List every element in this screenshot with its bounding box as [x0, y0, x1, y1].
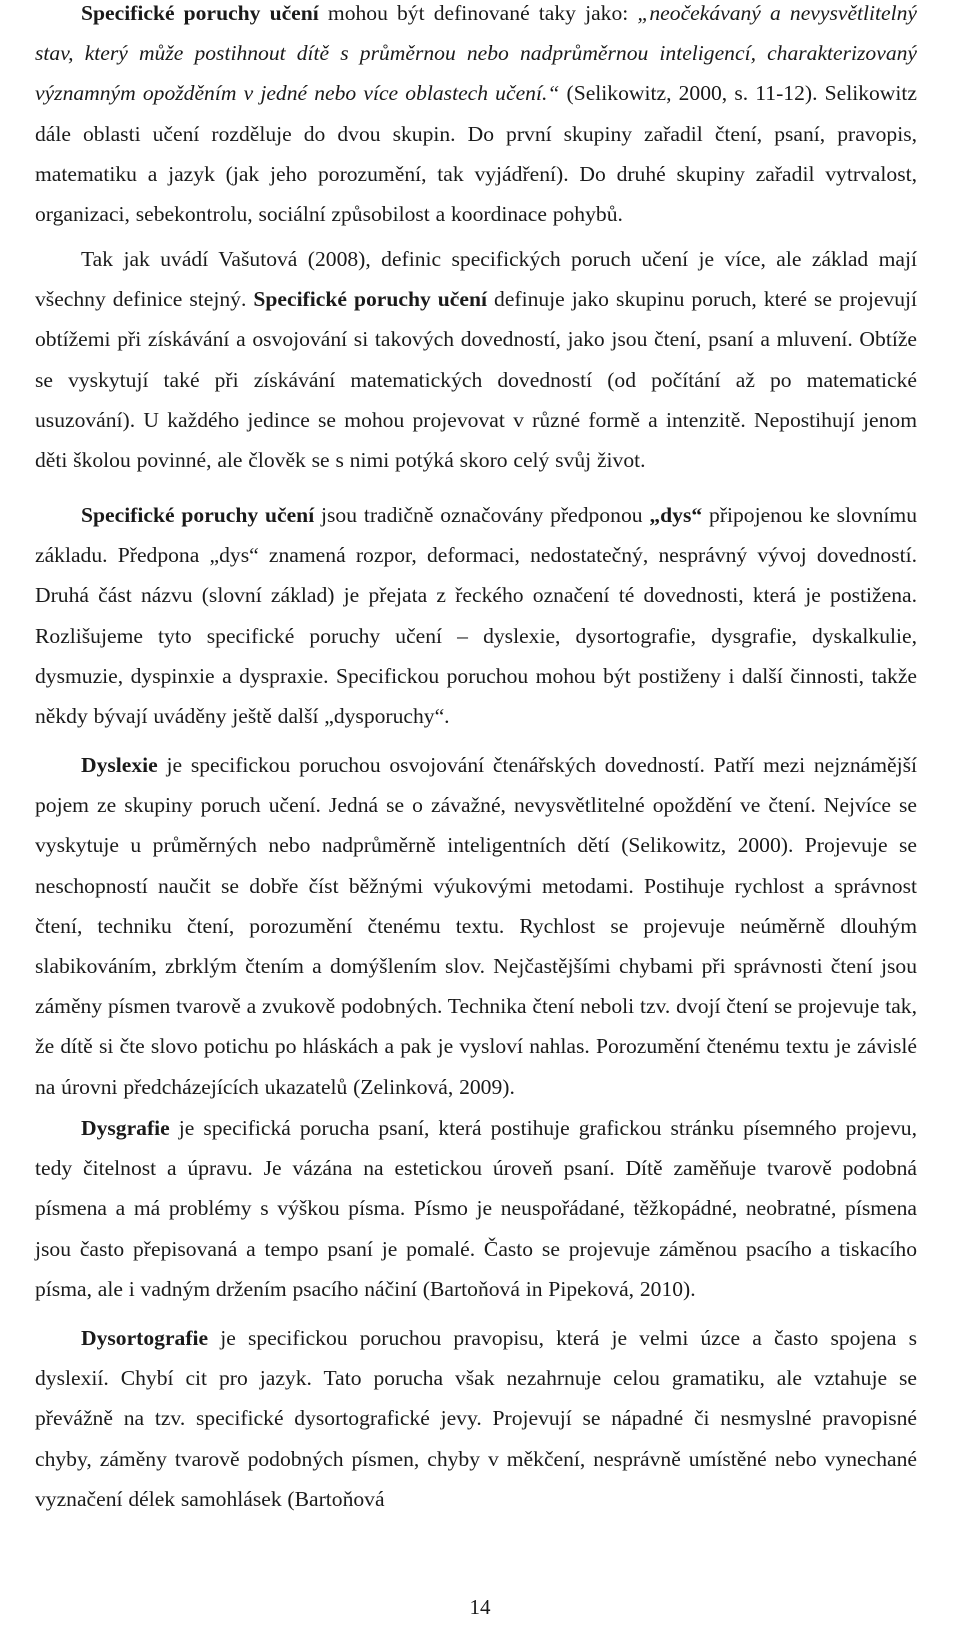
paragraph-text: je specifickou poruchou pravopisu, která je velmi úzce a často spojena s dyslexií. Chybí cit pro jazyk. Tato porucha však nezahrnuje celou gramatiku, ale vztahuje se převážně na tzv. specifické dysortografické jevy. Projevují se nápadné či nesmyslné pravopisné chyby, záměny tvarově podobných písmen, chyby v měkčení, nesprávně umístěné nebo vynechané vyznačení délek samohlásek (Bartoňová	[35, 1326, 917, 1511]
bold-term: Dysgrafie	[81, 1116, 170, 1140]
bold-term: Specifické poruchy učení	[81, 503, 315, 527]
page-number: 14	[469, 1595, 491, 1619]
bold-term: Dysortografie	[81, 1326, 209, 1350]
paragraph-text: definuje jako skupinu poruch, které se projevují obtížemi při získávání a osvojování si takových dovedností, jako jsou čtení, psaní a mluvení. Obtíže se vyskytují také při získávání matematických dovedností (od počítání až po matematické usuzování). U každého jedince se mohou projevovat v různé formě a intenzitě. Nepostihují jenom děti školou povinné, ale člověk se s nimi potýká skoro celý svůj život.	[35, 287, 917, 473]
paragraph-definition	[35, 0, 917, 234]
paragraph-dysgrafie	[35, 1108, 917, 1309]
paragraph-text: (Selikowitz, 2000, s. 11-12). Selikowitz dále oblasti učení rozděluje do dvou skupin. Do první skupiny zařadil čtení, psaní, pravopis, matematiku a jazyk (jak jeho porozumění, tak vyjádření). Do druhé skupiny zařadil vytrvalost, organizaci, sebekontrolu, sociální způsobilost a koordinace pohybů.	[35, 81, 917, 227]
paragraph-text: je specifická porucha psaní, která postihuje grafickou stránku písemného projevu, tedy čitelnost a úpravu. Je vázána na estetickou úroveň psaní. Dítě zaměňuje tvarově podobná písmena a má problémy s výškou písma. Písmo je neuspořádané, těžkopádné, neobratné, písmena jsou často přepisovaná a tempo psaní je pomalé. Často se projevuje záměnou psacího a tiskacího písma, ale i vadným držením psacího náčiní (Bartoňová in Pipeková, 2010).	[35, 1116, 917, 1301]
bold-term: Specifické poruchy učení	[81, 1, 319, 25]
paragraph-dysortografie	[35, 1318, 917, 1519]
bold-term: Dyslexie	[81, 753, 158, 777]
bold-prefix: „dys“	[649, 503, 703, 527]
paragraph-text: je specifickou poruchou osvojování čtenářských dovedností. Patří mezi nejznámější pojem ze skupiny poruch učení. Jedná se o závažné, nevysvětlitelné opoždění ve čtení. Nejvíce se vyskytuje u průměrných nebo nadprůměrně inteligentních dětí (Selikowitz, 2000). Projevuje se neschopností naučit se dobře číst běžnými výukovými metodami. Postihuje rychlost a správnost čtení, techniku čtení, porozumění čtenému textu. Rychlost se projevuje neúměrně dlouhým slabikováním, zbrklým čtením a domýšlením slov. Nejčastějšími chybami při správnosti čtení jsou záměny písmen tvarově a zvukově podobných. Technika čtení neboli tzv. dvojí čtení se projevuje tak, že dítě si čte slovo potichu po hláskách a pak je vysloví nahlas. Porozumění čtenému textu je závislé na úrovni předcházejících ukazatelů (Zelinková, 2009).	[35, 753, 917, 1099]
paragraph-text: připojenou ke slovnímu základu. Předpona „dys“ znamená rozpor, deformaci, nedostatečný, nesprávný vývoj dovedností. Druhá část názvu (slovní základ) je přejata z řeckého označení té dovednosti, která je postižena. Rozlišujeme tyto specifické poruchy učení – dyslexie, dysortografie, dysgrafie, dyskalkulie, dysmuzie, dyspinxie a dyspraxie. Specifickou poruchou mohou být postiženy i další činnosti, takže někdy bývají uváděny ještě další „dysporuchy“.	[35, 503, 918, 729]
paragraph-dys-prefix	[35, 495, 917, 736]
paragraph-text: jsou tradičně označovány předponou	[314, 503, 650, 527]
paragraph-text: Tak jak uvádí Vašutová (2008), definic specifických poruch učení je více, ale základ mají všechny definice stejný.	[35, 247, 917, 312]
paragraph-dyslexie	[35, 745, 917, 1107]
paragraph-text: mohou být definované taky jako:	[318, 1, 638, 25]
bold-term: Specifické poruchy učení	[253, 287, 487, 312]
italic-quote: „neočekávaný a nevysvětlitelný stav, který může postihnout dítě s průměrnou nebo nadprůměrnou inteligencí, charakterizovaný významným opožděním v jedné nebo více oblastech učení.“	[35, 1, 917, 106]
paragraph-vasutova	[35, 239, 917, 480]
